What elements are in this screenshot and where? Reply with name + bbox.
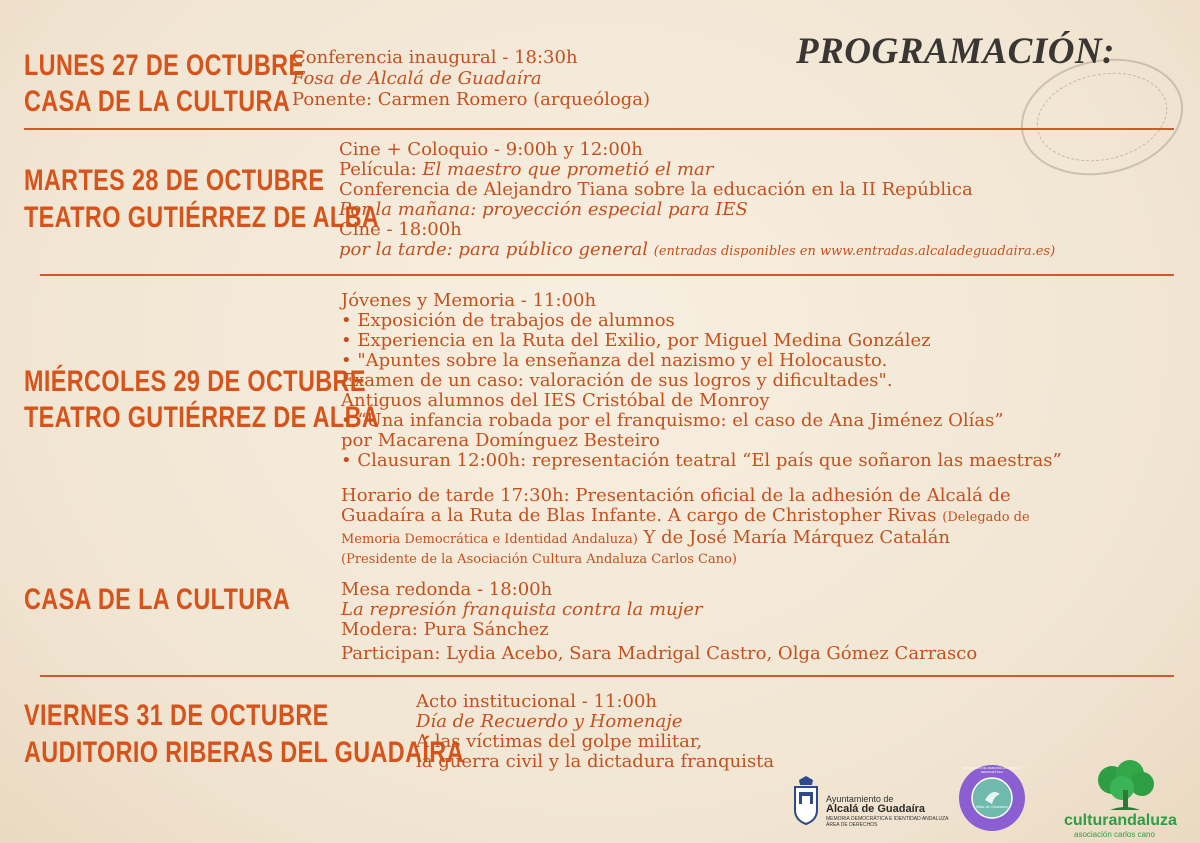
event-line [341,528,1030,550]
wordmark-part-b: andaluza [1108,812,1177,829]
culturandaluza-wordmark [1064,812,1177,830]
event-day: MIÉRCOLES 29 DE OCTUBRE [24,365,366,398]
film-label: Película: [339,159,423,180]
event-line: Por la mañana: proyección especial para IES [339,199,748,220]
event-venue: TEATRO GUTIÉRREZ DE ALBA [24,401,380,434]
event-line: Conferencia inaugural - 18:30h [292,47,578,68]
tickets-note: (entradas disponibles en www.entradas.alcaladeguadaira.es) [653,244,1056,259]
event-line: (Presidente de la Asociación Cultura Andaluza Carlos Cano) [341,552,737,567]
event-line-part: Y de José María Márquez Catalán [643,527,950,548]
event-line [339,160,1055,180]
event-line: Día de Recuerdo y Homenaje [416,711,683,732]
memoria-logo [958,764,1026,832]
event-venue: CASA DE LA CULTURA [24,583,291,616]
afternoon-details [341,486,1030,570]
event-day: LUNES 27 DE OCTUBRE [24,49,305,82]
event-day: MARTES 28 DE OCTUBRE [24,164,325,197]
event-line: por Macarena Domínguez Besteiro [341,430,660,451]
event-details [292,48,650,110]
film-title: El maestro que prometió el mar [422,159,714,180]
event-line [339,240,1055,262]
event-line-part: Guadaíra a la Ruta de Blas Infante. A cargo de Christopher Rivas [341,505,937,526]
event-day: VIERNES 31 DE OCTUBRE [24,699,329,732]
event-line: la guerra civil y la dictadura franquista [416,751,775,772]
culturandaluza-sub: asociación carlos cano [1074,830,1155,839]
event-venue: CASA DE LA CULTURA [24,85,291,118]
event-details [341,580,977,664]
event-line: Conferencia de Alejandro Tiana sobre la educación en la II República [339,179,973,200]
event-line: Antiguos alumnos del IES Cristóbal de Monroy [341,390,770,411]
ayuntamiento-logo [790,774,950,832]
event-details [341,291,1062,471]
event-line: La represión franquista contra la mujer [341,599,703,620]
event-line-part: Memoria Democrática e Identidad Andaluza) [341,532,638,547]
wordmark-part-a: cultur [1064,812,1109,829]
event-line: Jóvenes y Memoria - 11:00h [341,290,597,311]
divider [40,675,1174,677]
event-venue: TEATRO GUTIÉRREZ DE ALBA [24,201,380,234]
event-line: Modera: Pura Sánchez [341,619,549,640]
event-line: • Clausuran 12:00h: representación teatral “El país que soñaron las maestras” [341,450,1062,471]
event-line: • "Apuntes sobre la enseñanza del nazismo y el Holocausto. [341,350,888,371]
ayto-line4: ÁREA DE DERECHOS [826,822,878,828]
memoria-ring-text: ASOCIACIÓN DE MEMORIA HISTÓRICA Y DEMOCRÁTICA [962,766,1022,774]
divider [24,128,1174,130]
session-label: por la tarde: para público general [339,239,649,260]
memoria-center-text: Blas de Guadaíra [976,804,1008,809]
event-venue: AUDITORIO RIBERAS DEL GUADAÍRA [24,736,464,769]
event-details [339,140,1055,262]
tree-icon [1090,760,1160,814]
event-line: Ponente: Carmen Romero (arqueóloga) [292,89,650,110]
event-line: Examen de un caso: valoración de sus logros y dificultades". [341,370,893,391]
event-line: Fosa de Alcalá de Guadaíra [292,68,542,89]
event-line: A las víctimas del golpe militar, [416,731,703,752]
event-line: • Exposición de trabajos de alumnos [341,310,675,331]
event-details [416,692,774,772]
ayto-line1: Ayuntamiento de [826,794,894,804]
event-line: Mesa redonda - 18:00h [341,579,553,600]
event-line: Cine - 18:00h [339,219,462,240]
event-line: • Experiencia en la Ruta del Exilio, por Miguel Medina González [341,330,931,351]
event-line: • “Una infancia robada por el franquismo: el caso de Ana Jiménez Olías” [341,410,1004,431]
event-line-part: (Delegado de [942,510,1030,525]
coat-of-arms-icon [790,776,822,826]
memoria-badge-icon [958,764,1026,832]
ayto-line3: MEMORIA DEMOCRÁTICA E IDENTIDAD ANDALUZA [826,816,949,822]
event-line [341,506,1030,528]
page-title: PROGRAMACIÓN: [796,31,1115,72]
culturandaluza-logo [1062,760,1192,840]
event-line: Participan: Lydia Acebo, Sara Madrigal Castro, Olga Gómez Carrasco [341,643,978,664]
divider [40,274,1174,276]
event-line: Cine + Coloquio - 9:00h y 12:00h [339,139,643,160]
ayto-line2: Alcalá de Guadaíra [826,803,926,815]
event-line: Horario de tarde 17:30h: Presentación oficial de la adhesión de Alcalá de [341,485,1011,506]
event-line: Acto institucional - 11:00h [416,691,658,712]
